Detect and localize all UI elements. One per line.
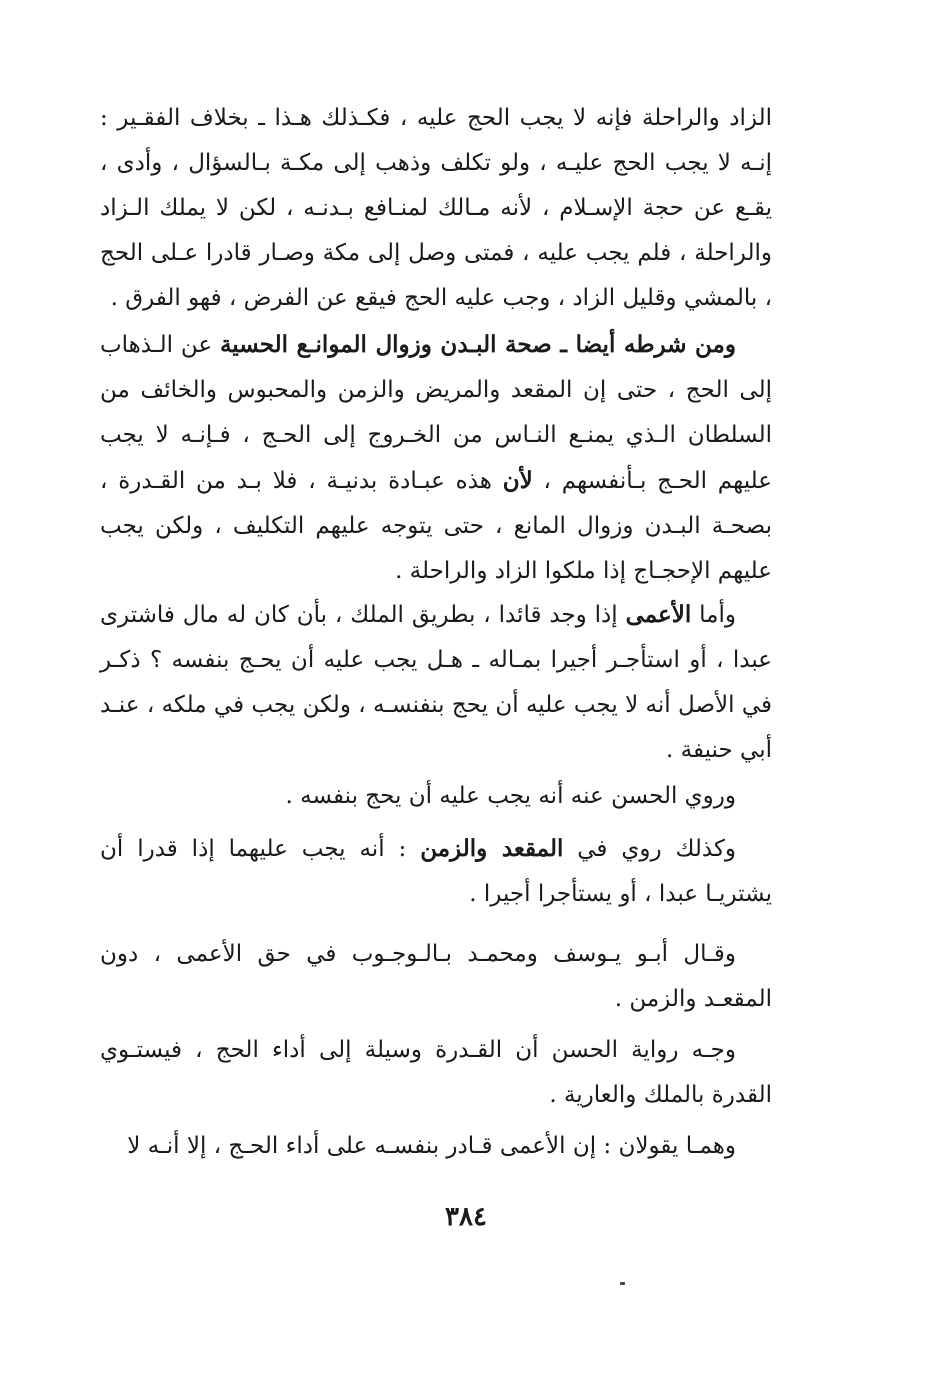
- text-run: إذا وجد قائدا ، بطريق الملك ، بأن كان له مال فاشترى عبدا ، أو استأجـر أجيرا بمـاله ـ هـل يجب عليه أن يحـج بنفسه ؟ ذكـر في الأصل أنه لا يجب عليه أن يحج بنفنسـه ، ولكن يجب في ملكه ، عنـد أبي حنيفة .: [100, 602, 772, 763]
- paragraph: [100, 774, 772, 819]
- text-run: وأما: [691, 602, 736, 628]
- bold-run: المقعد والزمن: [420, 835, 564, 862]
- paragraph: [100, 826, 772, 917]
- paragraph: [100, 322, 772, 594]
- paragraph-text: [100, 592, 772, 773]
- bold-heading-run: ومن شرطه أيضا ـ صحة البـدن وزوال الموانـع الحسية: [219, 331, 736, 358]
- paragraph: [100, 1124, 772, 1169]
- text-run: الزاد والراحلة فإنه لا يجب الحج عليه ، فكـذلك هـذا ـ بخلاف الفقـير : إنـه لا يجب الحج عليـه ، ولو تكلف وذهب إلى مكـة بـالسؤال ، وأدى ، يقـع عن حجة الإسـلام ، لأنه مـالك لمنـافع بـدنـه ، لكن لا يملك الـزاد والراحلة ، فلم يجب عليه ، فمتى وصل إلى مكة وصـار قادرا عـلى الحج ، بالمشي وقليل الزاد ، وجب عليه الحج فيقع عن الفرض ، فهو الفرق .: [100, 105, 772, 311]
- text-run: وهمـا يقولان : إن الأعمى قـادر بنفسـه على أداء الحـج ، إلا أنـه لا: [127, 1133, 736, 1159]
- paragraph: [100, 592, 772, 773]
- paragraph-text: [100, 322, 772, 594]
- scan-speck: [620, 1282, 625, 1285]
- paragraph-text: [100, 1028, 772, 1118]
- text-run: هذه عبـادة بدنيـة ، فلا بـد من القـدرة ، بصحـة البـدن وزوال المانع ، حتى يتوجه عليهم التكليف ، ولكن يجب عليهم الإحجـاج إذا ملكوا الزاد والراحلة .: [100, 468, 772, 584]
- bold-run: لأن: [502, 467, 533, 494]
- text-run: وجـه رواية الحسن أن القـدرة وسيلة إلى أداء الحج ، فيستـوي القدرة بالملك والعارية .: [100, 1037, 772, 1108]
- paragraph-text: [100, 96, 772, 321]
- paragraph-text: [100, 826, 772, 917]
- paragraph-text: [100, 1124, 772, 1169]
- paragraph-text: [100, 774, 772, 819]
- page-number: ٣٨٤: [445, 1202, 487, 1232]
- bold-run: الأعمى: [625, 601, 692, 628]
- text-run: وكذلك روي في: [563, 836, 737, 862]
- paragraph: [100, 1028, 772, 1118]
- text-run: عن الـذهاب إلى الحج ، حتى إن المقعد والمريض والزمن والمحبوس والخائف من السلطان الـذي يمنـع النـاس من الخـروج إلى الحـج ، فـإنـه لا يجب عليهم الحـج بـأنفسهم ،: [100, 332, 772, 494]
- text-run: : أنه يجب عليهما إذا قدرا أن يشتريـا عبدا ، أو يستأجرا أجيرا .: [100, 836, 772, 907]
- paragraph: [100, 96, 772, 321]
- text-run: وقـال أبـو يـوسف ومحمـد بـالـوجـوب في حق الأعمى ، دون المقعـد والزمن .: [100, 941, 772, 1012]
- paragraph: [100, 932, 772, 1022]
- paragraph-text: [100, 932, 772, 1022]
- text-run: وروي الحسن عنه أنه يجب عليه أن يحج بنفسه .: [285, 783, 736, 809]
